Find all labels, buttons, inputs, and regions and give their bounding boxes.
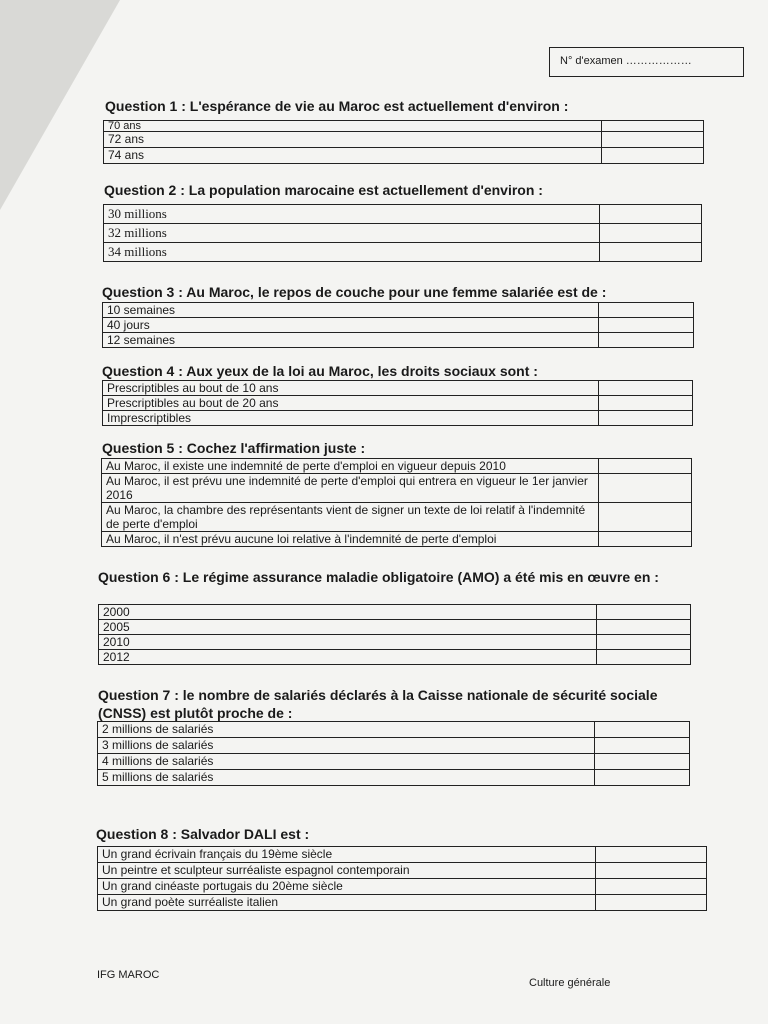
answer-checkbox[interactable] [599, 532, 692, 547]
answer-option: 2012 [99, 650, 597, 665]
answer-row [98, 754, 690, 770]
answer-checkbox[interactable] [602, 132, 704, 148]
answer-checkbox[interactable] [600, 243, 702, 262]
answer-row [103, 396, 693, 411]
question-6-title: Question 6 : Le régime assurance maladie obligatoire (AMO) a été mis en œuvre en : [98, 569, 659, 585]
question-1-answers [103, 120, 704, 164]
answer-checkbox[interactable] [595, 770, 690, 786]
answer-row [98, 722, 690, 738]
answer-row [104, 205, 702, 224]
question-5-title: Question 5 : Cochez l'affirmation juste : [102, 440, 366, 456]
answer-option: 2005 [99, 620, 597, 635]
answer-checkbox[interactable] [595, 754, 690, 770]
answer-row [98, 770, 690, 786]
question-2-answers [103, 204, 702, 262]
answer-option: 72 ans [104, 132, 602, 148]
answer-checkbox[interactable] [599, 381, 693, 396]
answer-checkbox[interactable] [597, 650, 691, 665]
question-8-answers [97, 846, 707, 911]
answer-row [104, 132, 704, 148]
answer-checkbox[interactable] [602, 121, 704, 132]
answer-row [103, 318, 694, 333]
answer-option: 30 millions [104, 205, 600, 224]
answer-row [104, 224, 702, 243]
answer-option: 4 millions de salariés [98, 754, 595, 770]
question-7-answers [97, 721, 690, 786]
question-7-title: Question 7 : le nombre de salariés déclarés à la Caisse nationale de sécurité sociale (CNSS) est plutôt proche de : [98, 687, 658, 721]
answer-checkbox[interactable] [597, 635, 691, 650]
answer-option: Au Maroc, il existe une indemnité de perte d'emploi en vigueur depuis 2010 [102, 459, 599, 474]
answer-option: Un grand écrivain français du 19ème siècle [98, 847, 596, 863]
answer-checkbox[interactable] [597, 605, 691, 620]
answer-checkbox[interactable] [599, 411, 693, 426]
question-2-title: Question 2 : La population marocaine est actuellement d'environ : [104, 182, 543, 198]
answer-row [102, 532, 692, 547]
answer-row [104, 243, 702, 262]
answer-checkbox[interactable] [602, 148, 704, 164]
answer-option: 2010 [99, 635, 597, 650]
answer-option: Un peintre et sculpteur surréaliste espagnol contemporain [98, 863, 596, 879]
answer-option: Au Maroc, il n'est prévu aucune loi relative à l'indemnité de perte d'emploi [102, 532, 599, 547]
answer-checkbox[interactable] [599, 333, 694, 348]
question-4-answers [102, 380, 693, 426]
answer-option: 2 millions de salariés [98, 722, 595, 738]
answer-option: 40 jours [103, 318, 599, 333]
answer-option: 32 millions [104, 224, 600, 243]
answer-option: 10 semaines [103, 303, 599, 318]
answer-option: 70 ans [104, 121, 602, 132]
answer-row [98, 863, 707, 879]
answer-option: 34 millions [104, 243, 600, 262]
answer-row [104, 148, 704, 164]
answer-row [102, 474, 692, 503]
answer-checkbox[interactable] [599, 318, 694, 333]
answer-option: Prescriptibles au bout de 20 ans [103, 396, 599, 411]
answer-checkbox[interactable] [595, 738, 690, 754]
answer-row [99, 635, 691, 650]
answer-row [99, 605, 691, 620]
answer-option: 74 ans [104, 148, 602, 164]
answer-option: Imprescriptibles [103, 411, 599, 426]
page-corner-fold [0, 0, 120, 210]
answer-option: Un grand cinéaste portugais du 20ème siècle [98, 879, 596, 895]
question-1-title: Question 1 : L'espérance de vie au Maroc est actuellement d'environ : [105, 98, 569, 114]
answer-row [104, 121, 704, 132]
answer-option: Au Maroc, il est prévu une indemnité de perte d'emploi qui entrera en vigueur le 1er janvier 2016 [102, 474, 599, 503]
answer-row [103, 381, 693, 396]
answer-checkbox[interactable] [599, 459, 692, 474]
footer-institution: IFG MAROC [97, 969, 160, 981]
answer-checkbox[interactable] [596, 863, 707, 879]
answer-row [102, 459, 692, 474]
answer-row [98, 879, 707, 895]
answer-row [103, 333, 694, 348]
answer-checkbox[interactable] [600, 205, 702, 224]
question-3-title: Question 3 : Au Maroc, le repos de couche pour une femme salariée est de : [102, 284, 607, 300]
question-6-answers [98, 604, 691, 665]
answer-row [98, 847, 707, 863]
answer-option: Au Maroc, la chambre des représentants vient de signer un texte de loi relatif à l'indemnité de perte d'emploi [102, 503, 599, 532]
answer-option: 3 millions de salariés [98, 738, 595, 754]
question-8-title: Question 8 : Salvador DALI est : [96, 826, 310, 842]
answer-row [99, 650, 691, 665]
answer-option: 2000 [99, 605, 597, 620]
answer-row [103, 303, 694, 318]
footer-subject: Culture générale [529, 977, 611, 989]
answer-checkbox[interactable] [600, 224, 702, 243]
answer-checkbox[interactable] [597, 620, 691, 635]
question-4-title: Question 4 : Aux yeux de la loi au Maroc, les droits sociaux sont : [102, 363, 538, 379]
answer-option: 12 semaines [103, 333, 599, 348]
exam-number-box[interactable] [549, 47, 744, 77]
answer-option: Prescriptibles au bout de 10 ans [103, 381, 599, 396]
answer-option: Un grand poète surréaliste italien [98, 895, 596, 911]
question-5-answers [101, 458, 692, 547]
answer-row [98, 895, 707, 911]
exam-number-label: N° d'examen ……………… [560, 55, 692, 67]
answer-checkbox[interactable] [599, 503, 692, 532]
answer-row [99, 620, 691, 635]
answer-checkbox[interactable] [595, 722, 690, 738]
answer-checkbox[interactable] [599, 396, 693, 411]
answer-checkbox[interactable] [596, 895, 707, 911]
answer-row [103, 411, 693, 426]
answer-checkbox[interactable] [596, 879, 707, 895]
answer-checkbox[interactable] [596, 847, 707, 863]
answer-row [98, 738, 690, 754]
question-3-answers [102, 302, 694, 348]
answer-option: 5 millions de salariés [98, 770, 595, 786]
answer-row [102, 503, 692, 532]
answer-checkbox[interactable] [599, 303, 694, 318]
answer-checkbox[interactable] [599, 474, 692, 503]
